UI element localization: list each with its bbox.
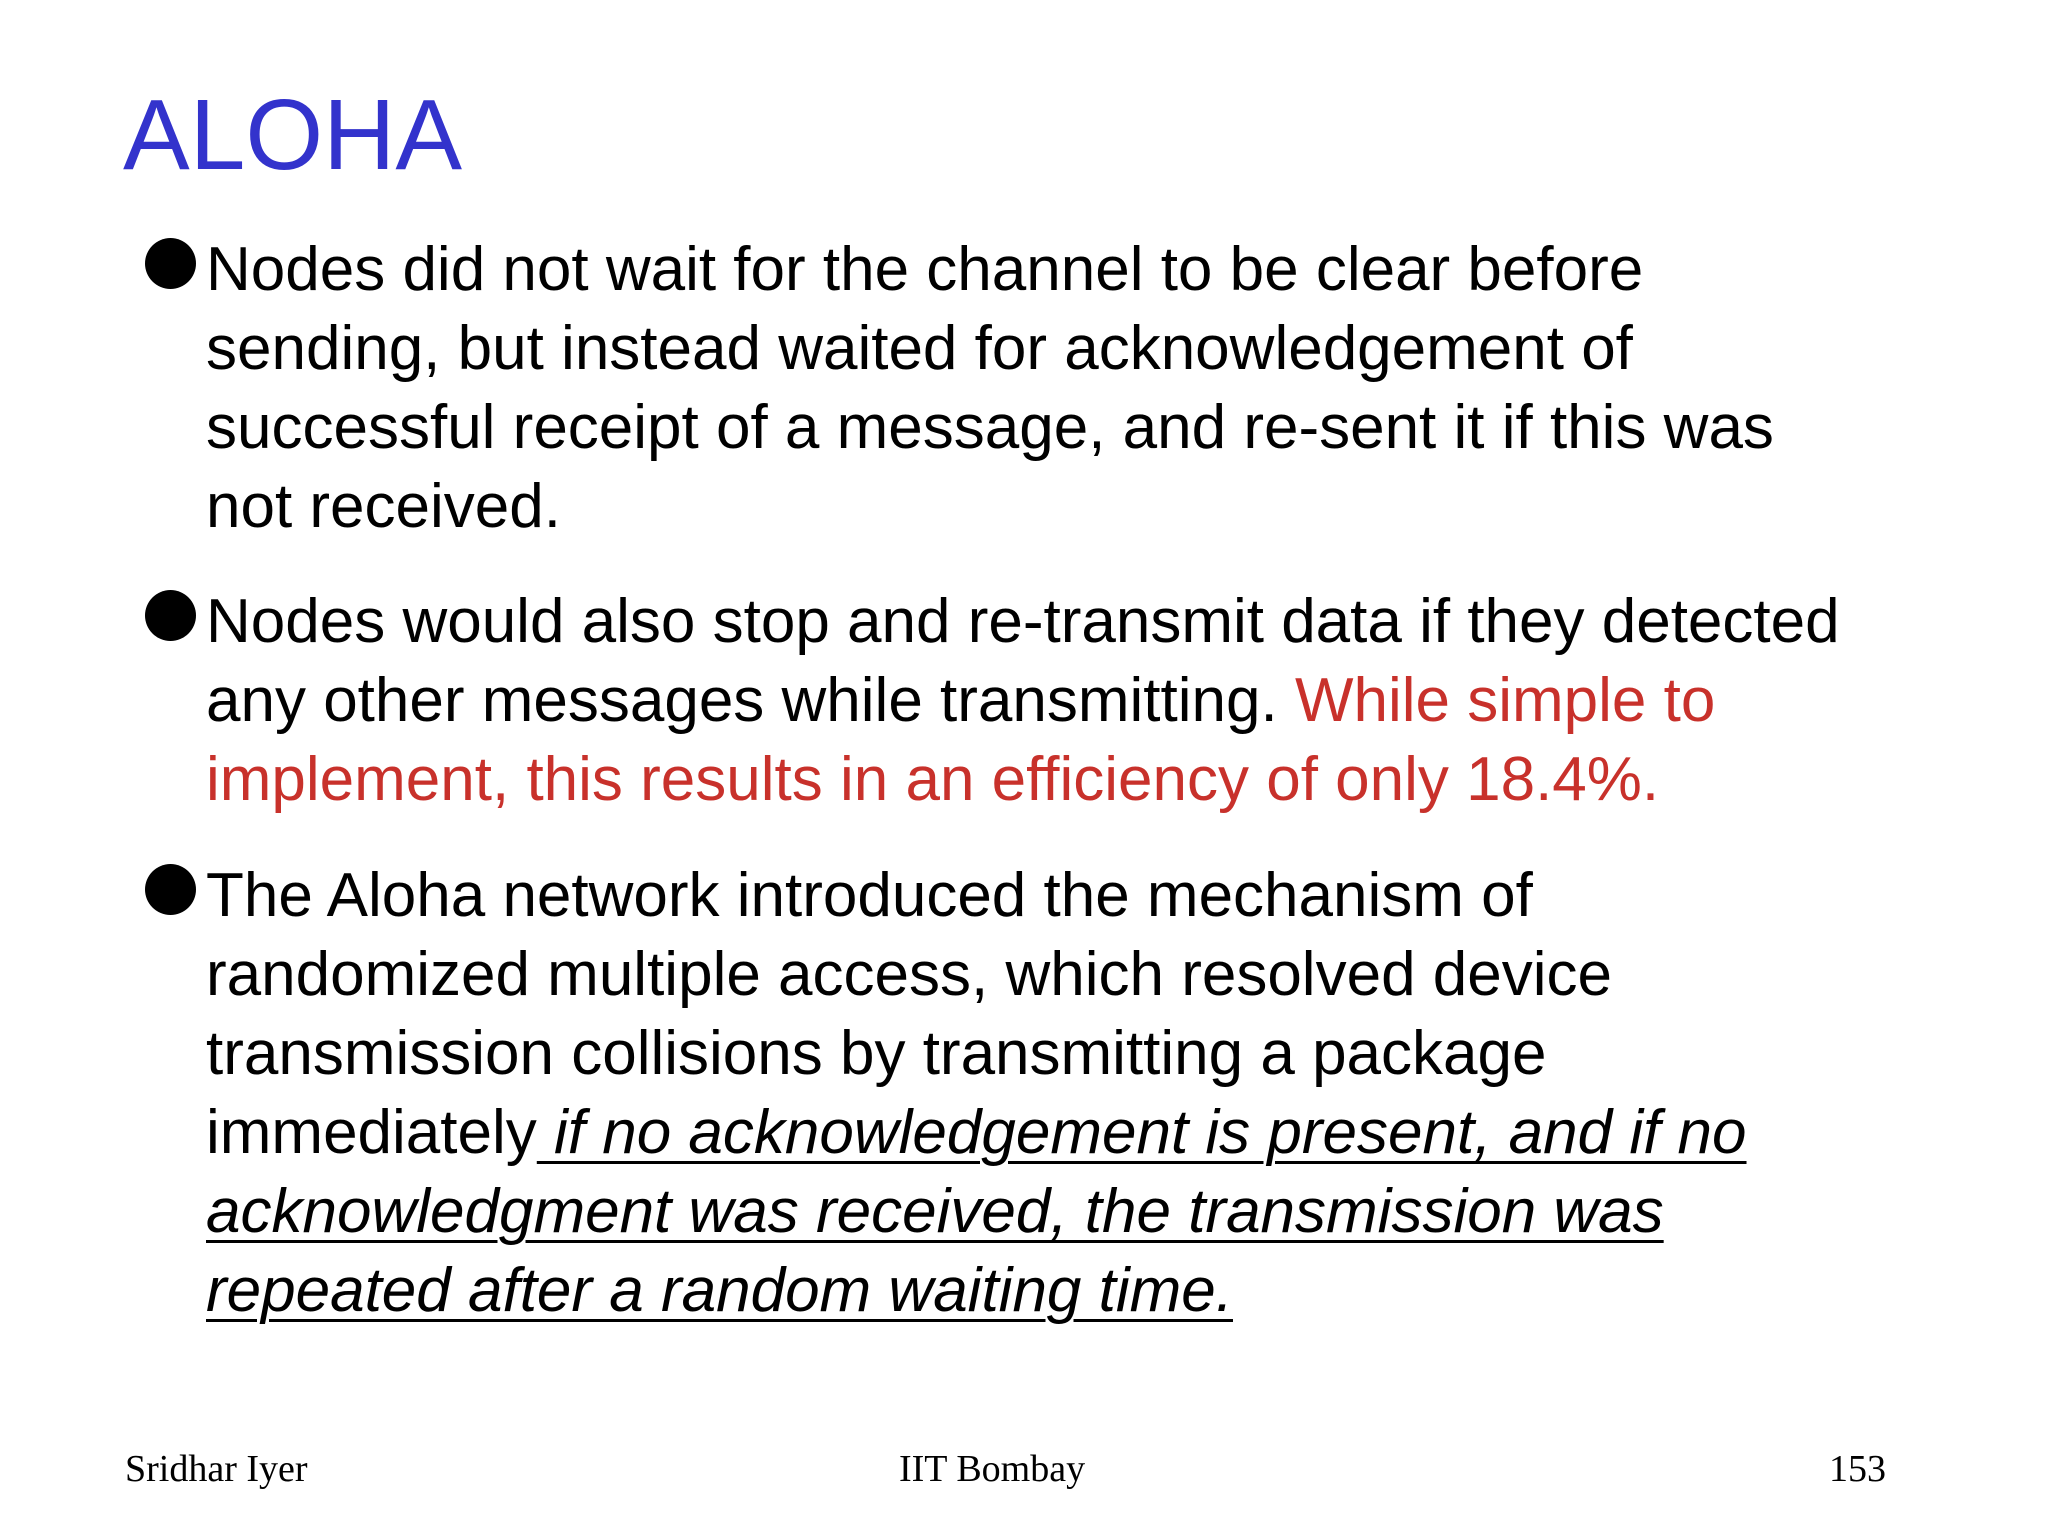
bullet-1-line: not received.	[206, 472, 561, 541]
footer-author: Sridhar Iyer	[125, 1448, 308, 1490]
efficiency-highlight: While simple to	[1294, 666, 1716, 735]
bullet-3-line: The Aloha network introduced the mechanism of	[206, 861, 1533, 930]
bullet-3-line: randomized multiple access, which resolved device	[206, 940, 1612, 1009]
efficiency-highlight: implement, this results in an efficiency of only 18.4%.	[206, 745, 1660, 814]
bullet-3-line	[206, 1093, 1996, 1172]
bullet-1-line: sending, but instead waited for acknowledgement of	[206, 314, 1633, 383]
emphasis-text: repeated after a random waiting time.	[206, 1256, 1233, 1325]
bullet-2-line	[206, 661, 1996, 740]
bullet-3-text: immediately	[206, 1098, 537, 1167]
footer-institution: IIT Bombay	[899, 1448, 1086, 1490]
footer-page-number: 153	[1829, 1448, 1886, 1490]
bullet-2-line: Nodes would also stop and re-transmit data if they detected	[206, 587, 1840, 656]
bullet-item-3	[206, 856, 1996, 1330]
bullet-3-line: transmission collisions by transmitting a package	[206, 1019, 1547, 1088]
bullet-item-1	[206, 230, 1996, 546]
bullet-dot-icon	[145, 590, 196, 641]
bullet-1-line: Nodes did not wait for the channel to be clear before	[206, 235, 1644, 304]
slide-title: ALOHA	[123, 79, 463, 191]
bullet-1-line: successful receipt of a message, and re-sent it if this was	[206, 393, 1774, 462]
bullet-dot-icon	[145, 864, 196, 915]
bullet-item-2	[206, 582, 1996, 819]
bullet-dot-icon	[145, 238, 196, 289]
emphasis-text: acknowledgment was received, the transmission was	[206, 1177, 1664, 1246]
emphasis-text: if no acknowledgement is present, and if no	[536, 1098, 1747, 1167]
bullet-2-text: any other messages while transmitting.	[206, 666, 1278, 735]
